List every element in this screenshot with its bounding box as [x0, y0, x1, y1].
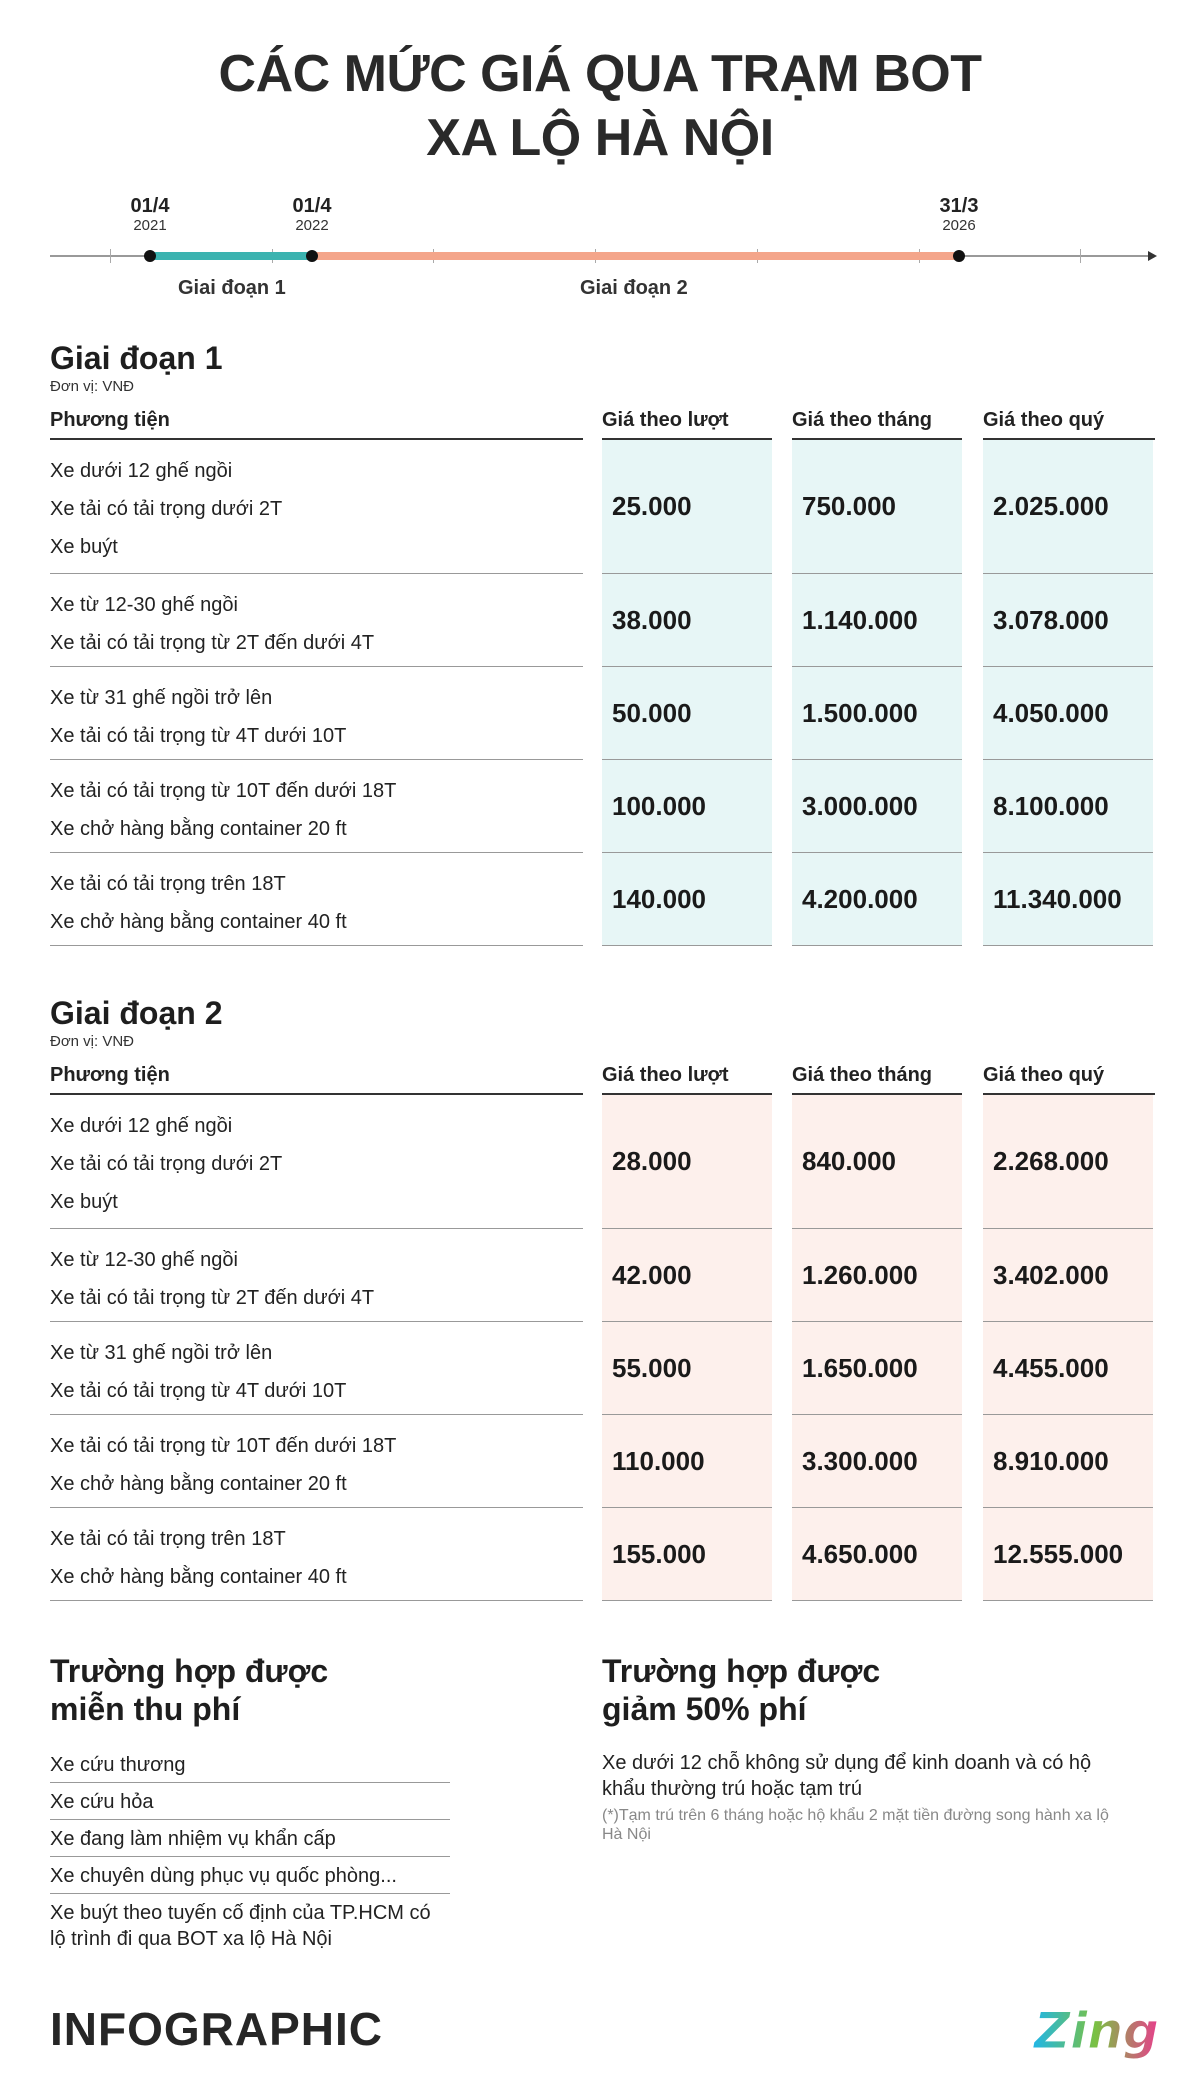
timeline-date-end: 31/3 2026 — [939, 195, 979, 234]
vehicle-cell: Xe dưới 12 ghế ngồi Xe tải có tải trọng dưới 2T Xe buýt — [50, 440, 583, 574]
price-month: 3.300.000 — [792, 1415, 962, 1508]
table-row — [50, 1229, 1155, 1322]
list-item: Xe buýt theo tuyến cố định của TP.HCM có lộ trình đi qua BOT xa lộ Hà Nội — [50, 1902, 431, 1950]
price-trip: 25.000 — [602, 440, 772, 574]
timeline-tick — [110, 249, 111, 263]
infographic-brand: INFOGRAPHIC — [50, 2003, 383, 2055]
timeline-dot — [953, 250, 965, 262]
phase2-unit: Đơn vị: VNĐ — [50, 1033, 135, 1050]
vehicle-cell: Xe từ 31 ghế ngồi trở lên Xe tải có tải trọng từ 4T dưới 10T — [50, 1322, 583, 1415]
price-month: 1.260.000 — [792, 1229, 962, 1322]
table-header — [50, 408, 1155, 440]
timeline-dot — [144, 250, 156, 262]
header-per-quarter: Giá theo quý — [983, 1064, 1105, 1086]
reduced-section — [602, 1652, 1122, 1844]
phase2-title: Giai đoạn 2 — [50, 995, 223, 1031]
table-row — [50, 1415, 1155, 1508]
title-line-2: XA LỘ HÀ NỘI — [426, 109, 774, 167]
header-per-trip: Giá theo lượt — [602, 1064, 729, 1086]
timeline-date-start: 01/4 2021 — [130, 195, 170, 234]
reduced-text: Xe dưới 12 chỗ không sử dụng để kinh doanh và có hộ khẩu thường trú hoặc tạm trú — [602, 1752, 1092, 1800]
timeline-date-phase2-start: 01/4 2022 — [292, 195, 332, 234]
title-line-1: CÁC MỨC GIÁ QUA TRẠM BOT — [218, 45, 982, 103]
vehicle-cell: Xe từ 12-30 ghế ngồi Xe tải có tải trọng từ 2T đến dưới 4T — [50, 574, 583, 667]
price-trip: 28.000 — [602, 1095, 772, 1229]
exempt-title: Trường hợp được miễn thu phí — [50, 1653, 329, 1727]
list-item: Xe đang làm nhiệm vụ khẩn cấp — [50, 1820, 450, 1857]
price-trip: 38.000 — [602, 574, 772, 667]
list-item: Xe cứu thương — [50, 1746, 450, 1783]
price-month: 1.500.000 — [792, 667, 962, 760]
price-trip: 50.000 — [602, 667, 772, 760]
vehicle-cell: Xe tải có tải trọng từ 10T đến dưới 18T Xe chở hàng bằng container 20 ft — [50, 1415, 583, 1508]
table-row — [50, 760, 1155, 853]
price-month: 3.000.000 — [792, 760, 962, 853]
vehicle-cell: Xe tải có tải trọng trên 18T Xe chở hàng bằng container 40 ft — [50, 853, 583, 946]
header-vehicle: Phương tiện — [50, 1064, 170, 1086]
table-row — [50, 667, 1155, 760]
list-item: Xe chuyên dùng phục vụ quốc phòng... — [50, 1857, 450, 1894]
phase2-section — [50, 995, 1155, 1601]
timeline-tick — [1080, 249, 1081, 263]
list-item: Xe cứu hỏa — [50, 1783, 450, 1820]
price-quarter: 4.455.000 — [983, 1322, 1153, 1415]
price-month: 4.650.000 — [792, 1508, 962, 1601]
reduced-note: (*)Tạm trú trên 6 tháng hoặc hộ khẩu 2 mặt tiền đường song hành xa lộ Hà Nội — [602, 1807, 1109, 1843]
timeline-phase1-bar — [150, 252, 312, 260]
vehicle-cell: Xe từ 31 ghế ngồi trở lên Xe tải có tải trọng từ 4T dưới 10T — [50, 667, 583, 760]
price-trip: 55.000 — [602, 1322, 772, 1415]
price-month: 1.650.000 — [792, 1322, 962, 1415]
timeline — [0, 195, 1200, 305]
price-quarter: 8.100.000 — [983, 760, 1153, 853]
vehicle-cell: Xe tải có tải trọng từ 10T đến dưới 18T Xe chở hàng bằng container 20 ft — [50, 760, 583, 853]
price-trip: 100.000 — [602, 760, 772, 853]
svg-text:Zing: Zing — [1034, 2002, 1159, 2060]
vehicle-cell: Xe từ 12-30 ghế ngồi Xe tải có tải trọng từ 2T đến dưới 4T — [50, 1229, 583, 1322]
table-header — [50, 1063, 1155, 1095]
timeline-dot — [306, 250, 318, 262]
table-row — [50, 853, 1155, 946]
vehicle-cell: Xe tải có tải trọng trên 18T Xe chở hàng bằng container 40 ft — [50, 1508, 583, 1601]
timeline-phase2-label: Giai đoạn 2 — [580, 277, 688, 299]
price-month: 750.000 — [792, 440, 962, 574]
header-vehicle: Phương tiện — [50, 409, 170, 431]
phase1-title: Giai đoạn 1 — [50, 340, 223, 376]
price-quarter: 3.078.000 — [983, 574, 1153, 667]
vehicle-cell: Xe dưới 12 ghế ngồi Xe tải có tải trọng dưới 2T Xe buýt — [50, 1095, 583, 1229]
table-row — [50, 574, 1155, 667]
header-per-month: Giá theo tháng — [792, 1064, 932, 1086]
price-trip: 42.000 — [602, 1229, 772, 1322]
price-quarter: 4.050.000 — [983, 667, 1153, 760]
phase1-section — [50, 340, 1155, 946]
price-quarter: 11.340.000 — [983, 853, 1153, 946]
table-row — [50, 1095, 1155, 1229]
price-quarter: 2.025.000 — [983, 440, 1153, 574]
zing-logo — [1030, 1998, 1160, 2081]
price-trip: 110.000 — [602, 1415, 772, 1508]
price-quarter: 3.402.000 — [983, 1229, 1153, 1322]
price-month: 4.200.000 — [792, 853, 962, 946]
table-row — [50, 440, 1155, 574]
phase1-table — [50, 408, 1155, 946]
price-trip: 140.000 — [602, 853, 772, 946]
table-row — [50, 1322, 1155, 1415]
reduced-title: Trường hợp được giảm 50% phí — [602, 1653, 881, 1727]
price-quarter: 12.555.000 — [983, 1508, 1153, 1601]
timeline-phase2-bar — [312, 252, 959, 260]
price-quarter: 2.268.000 — [983, 1095, 1153, 1229]
header-per-quarter: Giá theo quý — [983, 409, 1105, 431]
timeline-phase1-label: Giai đoạn 1 — [178, 277, 286, 299]
header-per-month: Giá theo tháng — [792, 409, 932, 431]
price-quarter: 8.910.000 — [983, 1415, 1153, 1508]
price-month: 840.000 — [792, 1095, 962, 1229]
phase1-unit: Đơn vị: VNĐ — [50, 378, 135, 395]
exempt-section — [50, 1652, 450, 1956]
price-trip: 155.000 — [602, 1508, 772, 1601]
price-month: 1.140.000 — [792, 574, 962, 667]
timeline-arrow-icon — [1148, 251, 1157, 261]
header-per-trip: Giá theo lượt — [602, 409, 729, 431]
table-row — [50, 1508, 1155, 1601]
exempt-list — [50, 1746, 450, 1956]
phase2-table — [50, 1063, 1155, 1601]
page-title — [0, 42, 1200, 170]
